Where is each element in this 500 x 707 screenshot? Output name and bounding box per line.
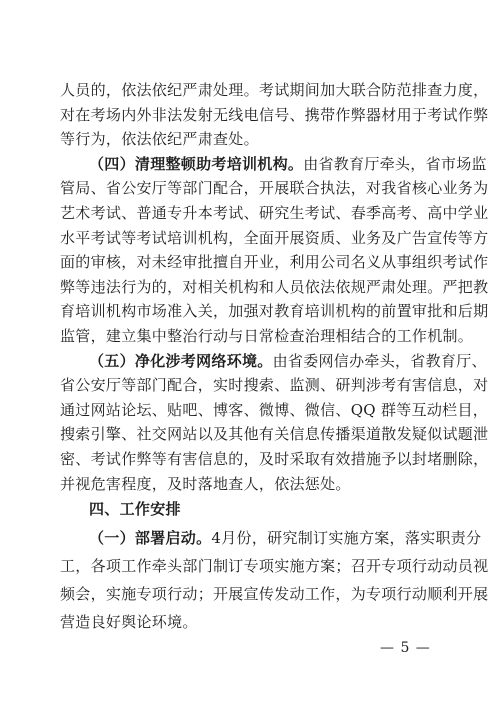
- body-line: 水平考试等考试培训机构，全面开展资质、业务及广告宣传等方: [60, 228, 489, 247]
- body-line: 管局、省公安厅等部门配合，开展联合执法，对我省核心业务为: [60, 179, 489, 198]
- section-5-first-line: （五）净化涉考网络环境。由省委网信办牵头，省教育厅、: [89, 351, 487, 370]
- subsection-1-title: （一）部署启动。: [89, 529, 212, 547]
- subsection-1-first-line: （一）部署启动。4月份，研究制订实施方案，落实职责分: [89, 529, 482, 547]
- body-line: 人员的，依法依纪严肃处理。考试期间加大联合防范排查力度，: [60, 81, 489, 99]
- body-line: 并视危害程度，及时落地查人，依法惩处。: [60, 474, 351, 493]
- body-line: 艺术考试、普通专升本考试、研究生考试、春季高考、高中学业: [60, 204, 489, 222]
- body-line: 频会，实施专项行动；开展宣传发动工作，为专项行动顺利开展: [60, 585, 489, 603]
- body-line: 对在考场内外非法发射无线电信号、携带作弊器材用于考试作弊: [60, 105, 489, 124]
- body-line: 育培训机构市场准入关，加强对教育培训机构的前置审批和后期: [60, 302, 489, 321]
- body-line-overflow: 营造良好舆论环境。: [60, 613, 198, 631]
- section-heading: 四、工作安排: [89, 500, 181, 518]
- body-line: 通过网站论坛、贴吧、博客、微博、微信、QQ 群等互动栏目，: [60, 400, 489, 419]
- section-4-first-line: （四）清理整顿助考培训机构。由省教育厅牵头，省市场监: [89, 154, 487, 173]
- body-line: 监管，建立集中整治行动与日常检查治理相结合的工作机制。: [60, 327, 474, 345]
- page-number: — 5 —: [380, 640, 431, 656]
- section-4-title: （四）清理整顿助考培训机构。: [89, 154, 304, 173]
- body-line: 等行为，依法依纪严肃查处。: [60, 130, 259, 149]
- body-line: 省公安厅等部门配合，实时搜索、监测、研判涉考有害信息，对: [60, 376, 489, 395]
- body-line: 弊等违法行为的，对相关机构和人员依法依规严肃处理。严把教: [60, 277, 489, 296]
- body-line: 密、考试作弊等有害信息的，及时采取有效措施予以封堵删除，: [60, 450, 489, 468]
- section-5-title: （五）净化涉考网络环境。: [89, 351, 273, 370]
- body-line: 面的审核，对未经审批擅自开业，利用公司名义从事组织考试作: [60, 253, 489, 272]
- body-line: 搜索引擎、社交网站以及其他有关信息传播渠道散发疑似试题泄: [60, 425, 489, 444]
- body-line: 工，各项工作牵头部门制订专项实施方案；召开专项行动动员视: [60, 557, 489, 575]
